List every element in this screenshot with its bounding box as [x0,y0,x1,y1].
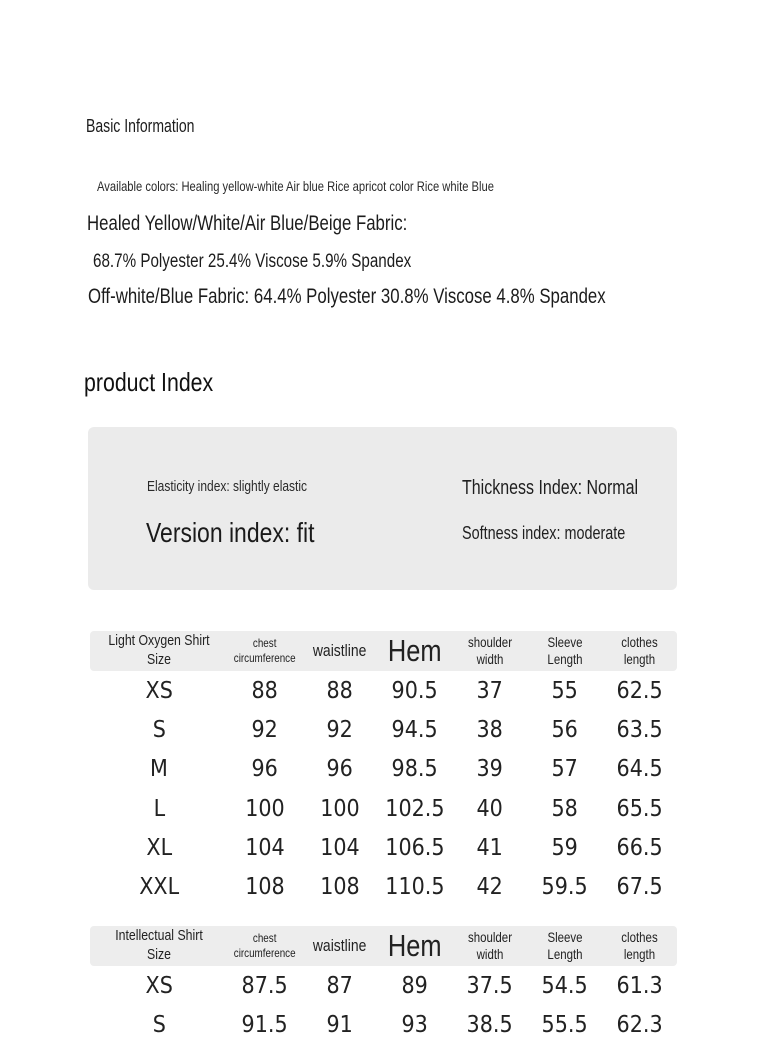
header-sleeve: Sleeve Length [547,633,583,667]
table-cell: 37.5 [466,972,514,999]
fabric1-composition: 68.7% Polyester 25.4% Viscose 5.9% Spandex [93,251,412,272]
table-cell: 104 [245,834,285,861]
table-row [90,750,677,789]
table-cell: 91.5 [241,1011,289,1038]
table-cell: 41 [476,834,504,861]
table-cell: S [152,1011,166,1038]
table-cell: S [152,716,166,743]
fabric1-title: Healed Yellow/White/Air Blue/Beige Fabric: [87,212,408,235]
table-cell: 42 [476,874,504,901]
table-row [90,867,677,906]
table-cell: 62.5 [616,677,663,704]
table-cell: 106.5 [385,834,445,861]
table-cell: 100 [320,795,360,822]
basic-info-title: Basic Information [86,116,195,136]
table-cell: 56 [551,716,579,743]
header-shoulder: shoulder width [467,928,513,962]
header-shoulder: shoulder width [467,633,513,667]
table-cell: 59.5 [541,874,589,901]
table-cell: 92 [251,716,279,743]
table-cell: 87 [326,972,354,999]
table-cell: 89 [401,972,429,999]
softness-index: Softness index: moderate [462,523,626,543]
table-cell: 61.3 [616,972,663,999]
header-hem: Hem [388,632,442,668]
table-cell: 39 [476,756,504,783]
table-cell: 64.5 [616,756,663,783]
table-cell: 38 [476,716,504,743]
table-cell: 88 [251,677,279,704]
table-cell: M [150,756,168,783]
table-row [90,1005,677,1044]
table-body [90,671,677,907]
header-waistline: waistline [313,936,367,956]
header-sleeve: Sleeve Length [547,928,583,962]
table-body [90,966,677,1045]
header-size: Intellectual Shirt Size [115,927,203,963]
header-chest: chest circumference [234,931,296,960]
table-cell: XL [146,834,172,861]
table-cell: 37 [476,677,504,704]
table-cell: L [153,795,165,822]
elasticity-index: Elasticity index: slightly elastic [147,478,308,495]
table-cell: 54.5 [541,972,589,999]
fabric2-composition: Off-white/Blue Fabric: 64.4% Polyester 30.8% Viscose 4.8% Spandex [88,285,606,308]
table-row [90,966,677,1005]
header-size: Light Oxygen Shirt Size [108,632,210,668]
table-cell: 63.5 [616,716,663,743]
header-length: clothes length [621,633,658,667]
table-cell: 62.3 [616,1011,663,1038]
table-cell: 93 [401,1011,429,1038]
product-index-box [88,427,677,590]
header-hem: Hem [388,927,442,963]
table-cell: 87.5 [241,972,289,999]
table-cell: 102.5 [385,795,445,822]
table-row [90,828,677,867]
table-cell: 108 [320,874,360,901]
table-cell: 94.5 [391,716,439,743]
header-waistline: waistline [313,641,367,661]
table-cell: 98.5 [391,756,439,783]
table-cell: 91 [326,1011,354,1038]
table-cell: 104 [320,834,360,861]
product-index-title: product Index [84,367,214,397]
table-cell: XS [145,677,173,704]
thickness-index: Thickness Index: Normal [462,477,639,499]
table-cell: 58 [551,795,579,822]
table-cell: 110.5 [385,874,445,901]
table-cell: XS [145,972,173,999]
table-cell: 92 [326,716,354,743]
available-colors: Available colors: Healing yellow-white Air blue Rice apricot color Rice white Blue [97,178,494,194]
table-cell: 55 [551,677,579,704]
table-header [90,631,677,671]
table-cell: 55.5 [541,1011,589,1038]
table-cell: 96 [326,756,354,783]
table-cell: 108 [245,874,285,901]
table-row [90,789,677,828]
table-cell: 38.5 [466,1011,514,1038]
table-row [90,671,677,710]
header-chest: chest circumference [234,636,296,665]
table-cell: 100 [245,795,285,822]
version-index: Version index: fit [146,517,315,548]
table-cell: 88 [326,677,354,704]
table-cell: 65.5 [616,795,663,822]
table-row [90,710,677,749]
size-table-intellectual [90,926,677,1045]
table-cell: 66.5 [616,834,663,861]
header-length: clothes length [621,928,658,962]
table-cell: 96 [251,756,279,783]
table-cell: 67.5 [616,874,663,901]
table-cell: 57 [551,756,579,783]
table-cell: 40 [476,795,504,822]
size-table-light-oxygen [90,631,677,907]
table-cell: 90.5 [391,677,439,704]
table-header [90,926,677,966]
table-cell: XXL [139,874,179,901]
table-cell: 59 [551,834,579,861]
